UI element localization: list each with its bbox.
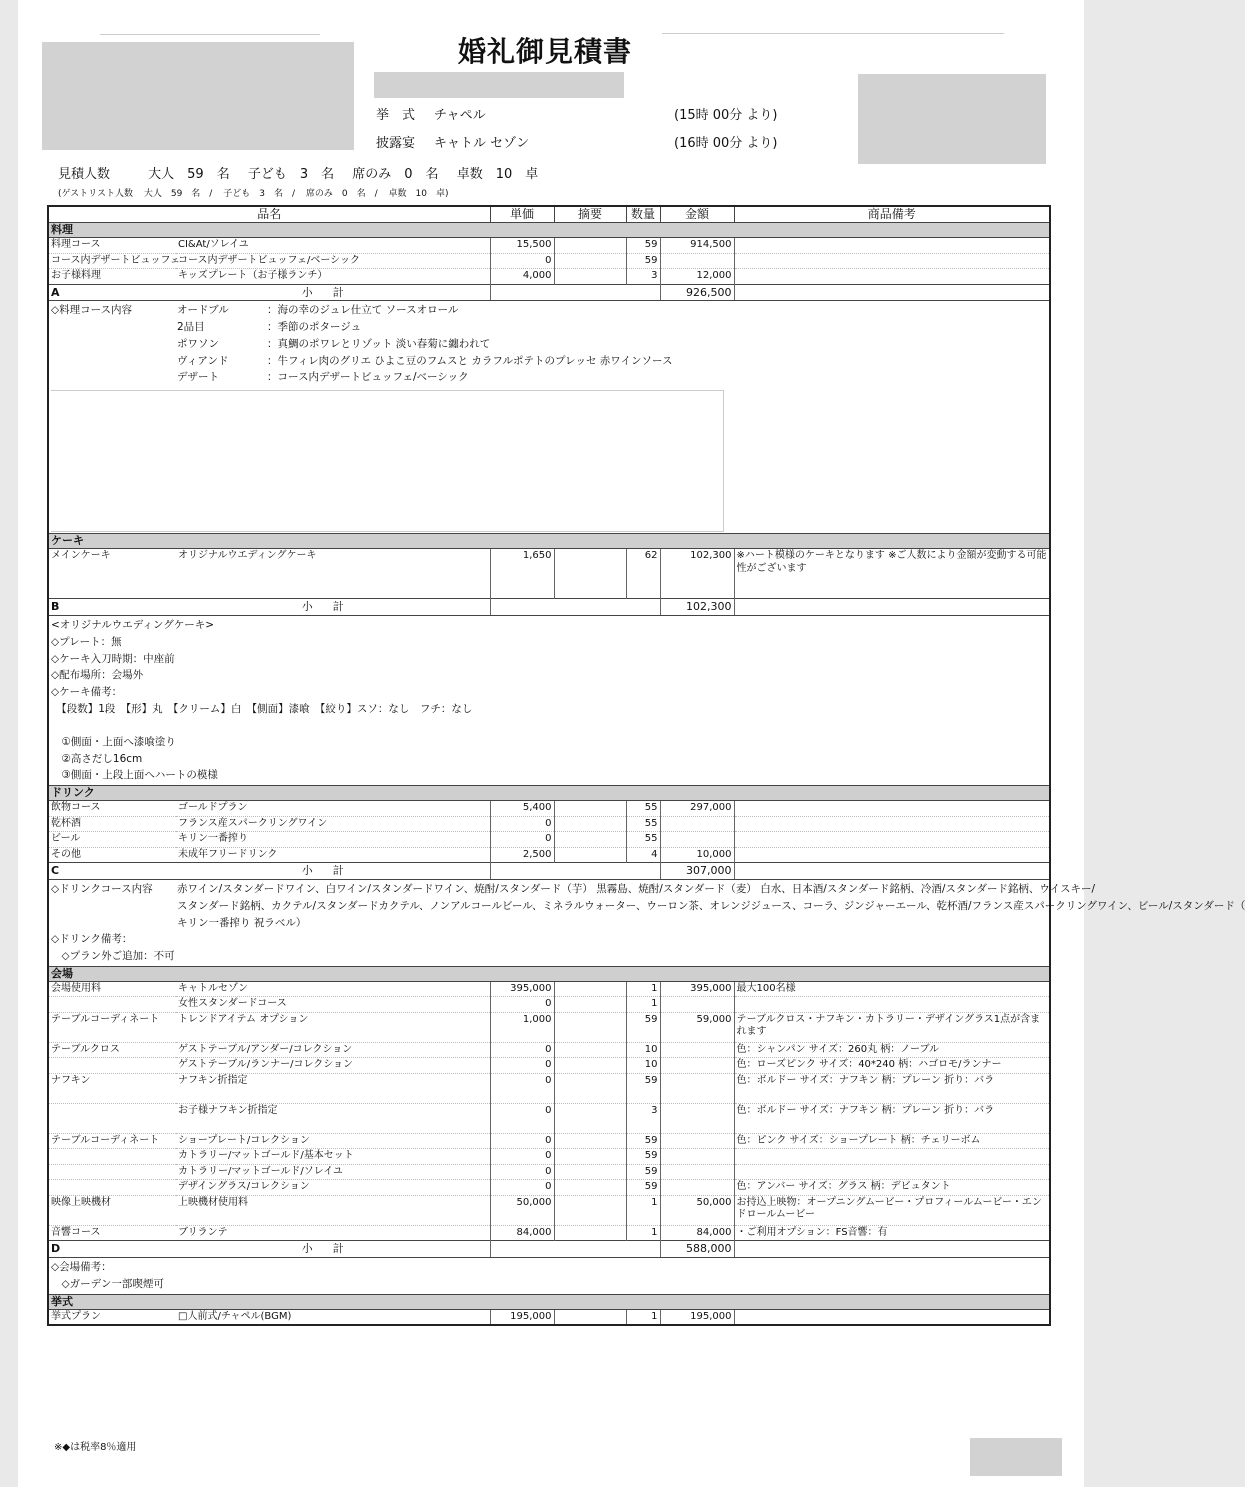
item-summary [554,1149,626,1165]
section-header [48,534,1050,549]
col-memo: 商品備考 [734,206,1050,223]
guest-counts [58,163,552,182]
item-memo [734,847,1050,863]
ceremony-label: 挙 式 [376,108,416,123]
item-category: 料理コース [48,238,176,254]
drink-course-list [177,881,1245,931]
item-amount: 59,000 [660,1012,734,1042]
subtotal-label: 小計 [176,863,490,880]
document-title: 婚礼御見積書 [458,35,633,68]
table-row [48,1103,1050,1133]
item-summary [554,1103,626,1133]
item-amount: 395,000 [660,981,734,997]
cake-note-line: ◇プレート：無 [51,635,122,648]
subtotal-amount: 307,000 [660,863,734,880]
item-quantity: 4 [626,847,660,863]
table-row [48,981,1050,997]
item-category [48,997,176,1013]
item-amount: 84,000 [660,1225,734,1241]
item-quantity: 59 [626,1012,660,1042]
item-memo: ・ご利用オプション：FS音響：有 [734,1225,1050,1241]
section-header [48,1294,1050,1309]
item-memo [734,238,1050,254]
menu-item [177,319,672,336]
table-row [48,1195,1050,1225]
item-summary [554,1012,626,1042]
item-quantity: 55 [626,801,660,817]
subtotal-row [48,863,1050,880]
subtotal-memo [734,599,1050,616]
cake-note-line: ◇ケーキ備考： [51,686,123,699]
menu-course-label: 2品目 [177,321,205,334]
drink-course-line: キリン一番搾り 祝ラベル） [177,916,307,929]
item-name: フランス産スパークリングワイン [176,816,490,832]
item-quantity: 59 [626,1180,660,1196]
table-row [48,1012,1050,1042]
item-category [48,1164,176,1180]
item-category: 音響コース [48,1225,176,1241]
item-memo [734,1149,1050,1165]
item-name: ショープレート/コレクション [176,1133,490,1149]
counts-label: 見積人数 [58,167,111,182]
item-summary [554,1058,626,1074]
item-unit-price: 5,400 [490,801,554,817]
item-quantity: 59 [626,1073,660,1103]
item-name: キッズプレート（お子様ランチ） [176,269,490,285]
course-menu-title: ◇料理コース内容 [51,304,133,317]
item-summary [554,549,626,599]
subtotal-blank [490,863,660,880]
subtotal-blank [490,284,660,301]
item-memo [734,801,1050,817]
item-summary [554,269,626,285]
table-row [48,1149,1050,1165]
subtotal-memo [734,1241,1050,1258]
col-summary: 摘要 [554,206,626,223]
table-row [48,253,1050,269]
item-memo: 色：ローズピンク サイズ：40*240 柄：ハゴロモ/ランナー [734,1058,1050,1074]
section-title: 料理 [48,223,1050,238]
item-unit-price: 0 [490,816,554,832]
ceremony-time: (15時 00分 より) [674,108,778,123]
table-row [48,1309,1050,1325]
item-quantity: 10 [626,1042,660,1058]
item-amount: 195,000 [660,1309,734,1325]
table-row [48,816,1050,832]
table-row [48,549,1050,599]
menu-course-dish: ：真鯛のポワレとリゾット 淡い春菊に纏われて [267,337,491,350]
item-memo [734,269,1050,285]
item-name: □人前式/チャペル(BGM) [176,1309,490,1325]
item-quantity: 59 [626,1164,660,1180]
item-quantity: 3 [626,269,660,285]
item-name: オリジナルウエディングケーキ [176,549,490,599]
item-unit-price: 84,000 [490,1225,554,1241]
item-unit-price: 0 [490,1180,554,1196]
item-category [48,1149,176,1165]
menu-item [177,353,672,370]
item-name: ナフキン折指定 [176,1073,490,1103]
item-memo: テーブルクロス・ナフキン・カトラリー・デザイングラス1点が含まれます [734,1012,1050,1042]
item-name: トレンドアイテム オプション [176,1012,490,1042]
item-unit-price: 2,500 [490,847,554,863]
cake-note-line: 【段数】1段 【形】丸 【クリーム】白 【側面】漆喰 【絞り】スソ：なし フチ：なし [51,702,473,715]
venue-remark-line: ◇会場備考： [51,1261,112,1274]
item-quantity: 55 [626,832,660,848]
item-unit-price: 0 [490,1149,554,1165]
notes-row [48,615,1050,785]
table-row [48,1225,1050,1241]
menu-course-dish: ：コース内デザートビュッフェ/ベーシック [267,371,469,384]
table-row [48,1180,1050,1196]
redacted-footer [970,1438,1062,1476]
item-summary [554,816,626,832]
item-quantity: 55 [626,816,660,832]
item-unit-price: 0 [490,1073,554,1103]
item-amount [660,816,734,832]
notes-row [48,1258,1050,1295]
guest-list-label: (ゲストリスト人数 [58,189,133,199]
item-category: 会場使用料 [48,981,176,997]
item-amount [660,1103,734,1133]
counts-child: 子ども 3 名 [247,167,335,182]
item-category: 挙式プラン [48,1309,176,1325]
menu-item [177,369,672,386]
item-summary [554,1073,626,1103]
cake-note-line: ◇配布場所：会場外 [51,669,144,682]
menu-item [177,302,672,319]
menu-course-dish: ：牛フィレ肉のグリエ ひよこ豆のフムスと カラフルポテトのプレッセ 赤ワインソース [267,354,673,367]
subtotal-label: 小計 [176,284,490,301]
item-unit-price: 4,000 [490,269,554,285]
cake-note-line: ①側面・上面へ漆喰塗り [51,735,176,748]
course-menu-list [177,302,672,386]
item-amount [660,997,734,1013]
item-memo: 色：ピンク サイズ：ショープレート 柄：チェリーボム [734,1133,1050,1149]
item-name: 上映機材使用料 [176,1195,490,1225]
item-name: CI&At/ソレイユ [176,238,490,254]
item-quantity: 10 [626,1058,660,1074]
item-name: お子様ナフキン折指定 [176,1103,490,1133]
notes-cell [48,615,1050,785]
redacted-stamp [858,74,1046,164]
menu-course-dish: ：海の幸のジュレ仕立て ソースオロール [267,304,459,317]
redacted-logo [42,42,354,150]
section-header [48,786,1050,801]
guest-list-seat: 席のみ 0 名 / [305,189,378,199]
menu-course-label: オードブル [177,304,229,317]
subtotal-letter: C [48,863,176,880]
item-memo: ※ハート模様のケーキとなります ※ご人数により金額が変動する可能性がございます [734,549,1050,599]
notes-cell [48,879,1245,966]
item-category [48,1180,176,1196]
table-row [48,1042,1050,1058]
section-title: ドリンク [48,786,1050,801]
item-category: テーブルコーディネート [48,1012,176,1042]
item-amount [660,1058,734,1074]
notes-row [48,879,1050,966]
item-category: コース内デザートビュッフェ [48,253,176,269]
venue-remark-line: ◇ガーデン一部喫煙可 [51,1277,164,1290]
item-memo: 色：ボルドー サイズ：ナフキン 柄：プレーン 折り：バラ [734,1073,1050,1103]
subtotal-letter: D [48,1241,176,1258]
guest-list-adult: 大人 59 名 / [143,189,213,199]
counts-adult: 大人 59 名 [148,167,230,182]
item-name: デザイングラス/コレクション [176,1180,490,1196]
item-summary [554,1225,626,1241]
drink-course-line: 赤ワイン/スタンダードワイン、白ワイン/スタンダードワイン、焼酎/スタンダード（芋） 黒霧島、焼酎/スタンダード（麦） 白水、日本酒/スタンダード銘柄、冷酒/スタンダード銘柄、ウイスキー/ [177,882,1096,895]
section-title: ケーキ [48,534,1050,549]
col-price: 単価 [490,206,554,223]
notes-row [48,301,1050,534]
table-row [48,1058,1050,1074]
item-summary [554,1180,626,1196]
subtotal-row [48,1241,1050,1258]
item-memo: 色：アンバー サイズ：グラス 柄：デビュタント [734,1180,1050,1196]
divider [100,34,320,35]
item-quantity: 62 [626,549,660,599]
item-unit-price: 0 [490,253,554,269]
menu-course-label: ポワソン [177,337,219,350]
cake-note-line: ◇ケーキ入刀時期：中座前 [51,652,175,665]
table-row [48,801,1050,817]
subtotal-label: 小計 [176,599,490,616]
item-name: カトラリー/マットゴールド/ソレイユ [176,1164,490,1180]
cake-note-line: ②高さだし16cm [51,752,143,765]
item-unit-price: 195,000 [490,1309,554,1325]
item-name: ゴールドプラン [176,801,490,817]
item-category: メインケーキ [48,549,176,599]
subtotal-blank [490,1241,660,1258]
item-category [48,1103,176,1133]
table-row [48,269,1050,285]
item-unit-price: 0 [490,832,554,848]
estimate-sheet [18,0,1245,1487]
item-amount [660,1180,734,1196]
drink-course-content [51,881,1245,931]
table-row [48,238,1050,254]
item-memo: 色：シャンパン サイズ：260丸 柄：ノーブル [734,1042,1050,1058]
item-name: ゲストテーブル/ランナー/コレクション [176,1058,490,1074]
ceremony-venue: チャペル [434,108,486,123]
item-amount: 297,000 [660,801,734,817]
item-amount [660,1164,734,1180]
notes-cell [48,1258,1050,1295]
redacted-name [374,72,624,98]
counts-seat: 席のみ 0 名 [352,167,439,182]
tax-footnote: ※◆は税率8％適用 [54,1442,137,1453]
item-amount [660,1042,734,1058]
subtotal-letter: A [48,284,176,301]
item-memo [734,816,1050,832]
subtotal-row [48,599,1050,616]
item-memo [734,832,1050,848]
table-row [48,832,1050,848]
item-name: カトラリー/マットゴールド/基本セット [176,1149,490,1165]
item-summary [554,1309,626,1325]
subtotal-amount: 588,000 [660,1241,734,1258]
item-summary [554,1042,626,1058]
item-name: キャトルセゾン [176,981,490,997]
item-quantity: 1 [626,1309,660,1325]
subtotal-blank [490,599,660,616]
item-quantity: 59 [626,1149,660,1165]
item-quantity: 1 [626,997,660,1013]
cake-note-line [51,718,1047,734]
item-category: ビール [48,832,176,848]
reception-time: (16時 00分 より) [674,136,778,151]
blank-memo-area [51,390,724,532]
item-summary [554,1133,626,1149]
item-amount: 10,000 [660,847,734,863]
item-category: その他 [48,847,176,863]
item-quantity: 59 [626,253,660,269]
guest-list-tables: 卓数 10 卓) [388,189,449,199]
menu-item [177,336,672,353]
item-memo [734,1309,1050,1325]
item-amount [660,253,734,269]
item-unit-price: 0 [490,1042,554,1058]
item-summary [554,253,626,269]
item-quantity: 1 [626,1195,660,1225]
drink-course-line: スタンダード銘柄、カクテル/スタンダードカクテル、ノンアルコールビール、ミネラルウォーター、ウーロン茶、オレンジジュース、コーラ、ジンジャーエール、乾杯酒/フランス産スパークリングワイン、ビール/スタンダード（ [177,899,1245,912]
item-quantity: 1 [626,981,660,997]
table-row [48,1133,1050,1149]
item-name: 未成年フリードリンク [176,847,490,863]
item-quantity: 1 [626,1225,660,1241]
item-memo [734,1164,1050,1180]
item-summary [554,997,626,1013]
item-category: 乾杯酒 [48,816,176,832]
item-quantity: 59 [626,1133,660,1149]
item-unit-price: 0 [490,1164,554,1180]
item-memo: お持込上映物：オープニングムービー・プロフィールムービー・エンドロールムービー [734,1195,1050,1225]
table-row [48,1073,1050,1103]
item-unit-price: 0 [490,1058,554,1074]
item-summary [554,1164,626,1180]
col-qty: 数量 [626,206,660,223]
guest-list-child: 子ども 3 名 / [223,189,295,199]
subtotal-amount: 102,300 [660,599,734,616]
estimate-table [47,205,1245,1326]
table-header [48,206,1050,223]
item-unit-price: 0 [490,1133,554,1149]
item-category [48,1058,176,1074]
item-amount: 12,000 [660,269,734,285]
section-header [48,223,1050,238]
subtotal-memo [734,284,1050,301]
item-name: キリン一番搾り [176,832,490,848]
item-unit-price: 395,000 [490,981,554,997]
drink-remark-line: ◇ドリンク備考： [51,933,133,946]
item-name: コース内デザートビュッフェ/ベーシック [176,253,490,269]
section-title: 会場 [48,966,1050,981]
counts-tables: 卓数 10 卓 [456,167,539,182]
item-category: お子様料理 [48,269,176,285]
item-unit-price: 1,650 [490,549,554,599]
item-amount [660,1149,734,1165]
drink-remark-line: ◇プラン外ご追加：不可 [51,950,175,963]
item-unit-price: 0 [490,1103,554,1133]
reception-venue: キャトル セゾン [434,136,530,151]
divider [662,33,1004,34]
subtotal-row [48,284,1050,301]
table-row [48,997,1050,1013]
item-quantity: 59 [626,238,660,254]
item-name: ブリランテ [176,1225,490,1241]
item-name: 女性スタンダードコース [176,997,490,1013]
subtotal-amount: 926,500 [660,284,734,301]
item-summary [554,847,626,863]
item-summary [554,1195,626,1225]
item-summary [554,238,626,254]
item-amount [660,1073,734,1103]
item-unit-price: 1,000 [490,1012,554,1042]
item-memo [734,253,1050,269]
menu-course-dish: ：季節のポタージュ [267,321,362,334]
menu-course-label: デザート [177,371,219,384]
notes-cell [48,301,1050,534]
subtotal-letter: B [48,599,176,616]
item-memo: 最大100名様 [734,981,1050,997]
item-amount [660,1133,734,1149]
item-unit-price: 0 [490,997,554,1013]
cake-note-line: ③側面・上段上面へハートの模様 [51,769,218,782]
item-memo [734,997,1050,1013]
menu-course-label: ヴィアンド [177,354,229,367]
item-quantity: 3 [626,1103,660,1133]
item-summary [554,981,626,997]
item-unit-price: 15,500 [490,238,554,254]
subtotal-label: 小計 [176,1241,490,1258]
section-header [48,966,1050,981]
item-category: ナフキン [48,1073,176,1103]
col-name: 品名 [48,206,490,223]
section-title: 挙式 [48,1294,1050,1309]
item-amount: 914,500 [660,238,734,254]
item-category: テーブルクロス [48,1042,176,1058]
item-category: テーブルコーディネート [48,1133,176,1149]
item-name: ゲストテーブル/アンダー/コレクション [176,1042,490,1058]
item-unit-price: 50,000 [490,1195,554,1225]
item-category: 映像上映機材 [48,1195,176,1225]
item-memo: 色：ボルドー サイズ：ナフキン 柄：プレーン 折り：バラ [734,1103,1050,1133]
guest-list-counts [58,186,456,199]
cake-note-line: <オリジナルウエディングケーキ> [51,618,215,631]
item-category: 飲物コース [48,801,176,817]
course-menu [51,302,1047,386]
drink-course-title: ◇ドリンクコース内容 [51,882,153,895]
item-amount: 102,300 [660,549,734,599]
item-amount [660,832,734,848]
item-summary [554,832,626,848]
col-amount: 金額 [660,206,734,223]
reception-label: 披露宴 [376,136,416,151]
item-summary [554,801,626,817]
subtotal-memo [734,863,1050,880]
item-amount: 50,000 [660,1195,734,1225]
table-row [48,1164,1050,1180]
table-row [48,847,1050,863]
